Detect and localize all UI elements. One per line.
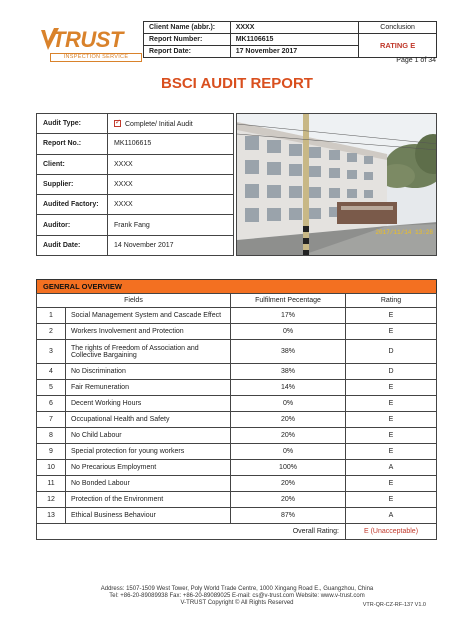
table-row [37,380,437,396]
header-report-date-label: Report Date: [144,46,231,58]
row-field: Workers Involvement and Protection [66,324,231,340]
row-field: Occupational Health and Safety [66,412,231,428]
header-client-label: Client Name (abbr.): [144,22,231,34]
row-rating: E [346,324,437,340]
client-label: Client: [37,154,108,174]
table-row [37,396,437,412]
factory-photo [236,113,437,256]
audit-type-label: Audit Type: [37,114,108,134]
row-percentage: 38% [231,340,346,364]
row-rating: E [346,428,437,444]
row-number: 13 [37,508,66,524]
table-row [37,508,437,524]
audit-info-table [36,113,234,256]
row-percentage: 0% [231,324,346,340]
page-title: BSCI AUDIT REPORT [161,75,313,92]
row-percentage: 20% [231,492,346,508]
overall-rating-value: E (Unacceptable) [346,524,437,540]
row-number: 9 [37,444,66,460]
table-row [37,476,437,492]
row-rating: E [346,412,437,428]
row-percentage: 0% [231,444,346,460]
info-row [37,215,234,235]
row-number: 5 [37,380,66,396]
row-field: The rights of Freedom of Association and Collective Bargaining [66,340,231,364]
row-number: 7 [37,412,66,428]
factory-building-image [237,114,437,256]
row-number: 6 [37,396,66,412]
page-number: Page 1 of 34 [396,57,436,64]
general-overview-table [36,293,437,540]
audit-date-value: 14 November 2017 [108,235,234,255]
header-client-value: XXXX [230,22,358,34]
table-row [37,324,437,340]
row-number: 8 [37,428,66,444]
table-row [37,428,437,444]
row-rating: D [346,364,437,380]
report-header-table [143,21,437,58]
audited-factory-value: XXXX [108,195,234,215]
row-field: Decent Working Hours [66,396,231,412]
info-row [37,174,234,194]
row-number: 2 [37,324,66,340]
row-percentage: 17% [231,308,346,324]
row-field: No Precarious Employment [66,460,231,476]
row-percentage: 0% [231,396,346,412]
photo-timestamp: 2017/11/14 13:28 [375,229,433,236]
table-row [37,444,437,460]
overall-rating-row [37,524,437,540]
row-rating: E [346,308,437,324]
header-report-date-value: 17 November 2017 [230,46,358,58]
column-header-fields: Fields [37,294,231,308]
report-no-value: MK1106615 [108,134,234,154]
row-rating: D [346,340,437,364]
general-overview-heading: GENERAL OVERVIEW [36,279,437,293]
general-overview [36,279,437,540]
row-rating: E [346,476,437,492]
header-report-number-value: MK1106615 [230,34,358,46]
row-field: No Bonded Labour [66,476,231,492]
info-row [37,235,234,255]
footer-copyright: V-TRUST Copyright © All Rights Reserved [180,600,294,606]
header-report-number-label: Report Number: [144,34,231,46]
audit-type-value: Complete/ Initial Audit [125,120,193,128]
row-number: 11 [37,476,66,492]
info-row [37,134,234,154]
checkbox-checked-icon [114,120,121,127]
overall-rating-label: Overall Rating: [37,524,346,540]
row-percentage: 20% [231,412,346,428]
table-row [37,460,437,476]
table-row [37,364,437,380]
row-percentage: 38% [231,364,346,380]
row-percentage: 20% [231,476,346,492]
audit-type-cell [108,114,234,134]
footer-address: Address: 1507-1509 West Tower, Poly World Trade Centre, 1000 Xingang Road E., Guangzhou, China [100,586,374,592]
report-no-label: Report No.: [37,134,108,154]
info-row [37,154,234,174]
supplier-value: XXXX [108,174,234,194]
row-percentage: 20% [231,428,346,444]
row-number: 3 [37,340,66,364]
table-row [37,308,437,324]
logo-tagline: INSPECTION SERVICE [50,53,142,62]
audit-date-label: Audit Date: [37,235,108,255]
row-number: 10 [37,460,66,476]
column-header-rating: Rating [346,294,437,308]
footer-document-code: VTR-QR-CZ-RF-137 V1.0 [362,602,426,608]
vtrust-logo [40,24,142,64]
info-row [37,195,234,215]
row-field: No Discrimination [66,364,231,380]
row-number: 1 [37,308,66,324]
row-rating: A [346,460,437,476]
row-field: Social Management System and Cascade Effect [66,308,231,324]
info-row [37,114,234,134]
footer-contact: Tel: +86-20-89089938 Fax: +86-20-89089025 E-mail: cs@v-trust.com Website: www.v-trust.com [109,593,365,599]
row-percentage: 100% [231,460,346,476]
column-header-fulfilment: Fulfilment Pecentage [231,294,346,308]
row-rating: E [346,380,437,396]
row-field: Ethical Business Behaviour [66,508,231,524]
header-conclusion-label: Conclusion [359,22,437,34]
auditor-label: Auditor: [37,215,108,235]
row-number: 12 [37,492,66,508]
row-field: Protection of the Environment [66,492,231,508]
auditor-value: Frank Fang [108,215,234,235]
row-number: 4 [37,364,66,380]
row-percentage: 87% [231,508,346,524]
table-row [37,492,437,508]
logo-text: TRUST [52,27,123,52]
table-row [37,412,437,428]
row-rating: E [346,396,437,412]
audited-factory-label: Audited Factory: [37,195,108,215]
row-field: No Child Labour [66,428,231,444]
table-row [37,340,437,364]
row-rating: A [346,508,437,524]
client-value: XXXX [108,154,234,174]
row-percentage: 14% [231,380,346,396]
row-rating: E [346,444,437,460]
supplier-label: Supplier: [37,174,108,194]
row-rating: E [346,492,437,508]
row-field: Special protection for young workers [66,444,231,460]
header-rating: RATING E [359,34,437,58]
row-field: Fair Remuneration [66,380,231,396]
